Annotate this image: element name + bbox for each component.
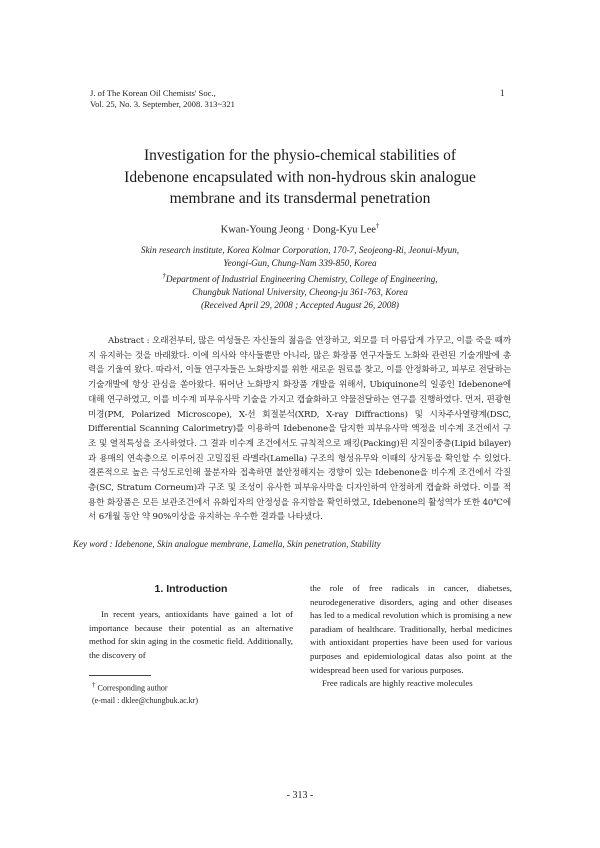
abstract <box>88 334 511 525</box>
received-dates: (Received April 29, 2008 ; Accepted August 26, 2008) <box>201 300 399 311</box>
affiliations <box>80 244 520 312</box>
intro-paragraph-2: the role of free radicals in cancer, diabetses, neurodegenerative disorders, aging and other diseases has led to a medical revolution which is promising a new paradiam of healthcare. Traditionally, herbal medicines with antioxidant properties have been used for various purposes and epidemiological datas also point at the widespread been used for various purposes. <box>310 583 512 675</box>
affiliation-line-1: Skin research institute, Korea Kolmar Corporation, 170-7, Seojeong-Ri, Jeonui-Myun, <box>140 245 460 255</box>
abstract-label: Abstract <box>108 336 144 346</box>
paper-title <box>80 145 520 210</box>
footnote-corresponding: † Corresponding author <box>92 681 168 693</box>
title-line-3: membrane and its transdermal penetration <box>169 190 431 207</box>
title-line-1: Investigation for the physio-chemical stabilities of <box>143 147 457 164</box>
author-list <box>80 222 520 236</box>
affiliation-dagger: † <box>162 272 166 280</box>
page-number-bottom: - 313 - <box>286 790 314 801</box>
journal-volume: Vol. 25, No. 3. September, 2008. 313~321 <box>90 99 235 109</box>
journal-citation <box>90 88 235 110</box>
affiliation-line-4: Chungbuk National University, Cheong-ju 361-763, Korea <box>192 287 408 298</box>
footnote <box>92 679 198 707</box>
footnote-email: (e-mail : dklee@chungbuk.ac.kr) <box>92 695 198 705</box>
keywords: Key word : Idebenone, Skin analogue membrane, Lamella, Skin penetration, Stability <box>73 539 381 549</box>
section-heading-introduction: 1. Introduction <box>154 583 228 595</box>
affiliation-line-3: †Department of Industrial Engineering Chemistry, College of Engineering, <box>162 272 438 285</box>
title-line-2: Idebenone encapsulated with non-hydrous skin analogue <box>124 168 476 186</box>
footnote-divider <box>89 675 151 676</box>
footnote-dagger: † <box>92 681 96 689</box>
corresponding-dagger: † <box>375 222 380 230</box>
right-column <box>310 582 512 691</box>
author-names: Kwan-Young Jeong · Dong-Kyu Lee <box>220 224 376 236</box>
affiliation-line-2: Yeongi-Gun, Chung-Nam 339-850, Korea <box>223 258 377 268</box>
left-column <box>89 583 293 662</box>
journal-name: J. of The Korean Oil Chemists' Soc., <box>90 88 216 98</box>
abstract-text: : 오래전부터, 많은 여성들은 자신들의 젊음을 연장하고, 외모를 더 아름답게 가꾸고, 이를 죽을 때까지 유지하는 것을 바래왔다. 이에 의사와 약사들뿐만 아니라, 많은 화장품 연구자들도 노화와 관련된 기술개발에 총력을 기울여 왔다. 따라서, 이들 연구자들은 노화방지를 위한 새로운 원료를 찾고, 이를 안정화하고, 피부로 전달하는 기술개발에 항상 관심을 쏟아왔다. 뛰어난 노화방지 화장품 개발을 위해서, Ubiquinone의 일종인 Idebenone에 대해 연구하였고, 이를 비수계 피부유사막 기술을 가지고 캡슐화하고 약물전달하는 연구를 진행하였다. 먼저, 편광현미경(PM, Polarized Microscope), X-선 회절분석(XRD, X-ray Diffractions) 및 시차주사열량계(DSC, Differential Scanning Calorimetry)를 이용하여 Idebenone을 담지한 피부유사막 액정을 비수계 조건에서 구조 및 열적특성을 조사하였다. 그 결과 비수계 조건에서도 규칙적으로 패킹(Packing)된 지질이중층(Lipid bilayer)과 용매의 연속층으로 이루어진 고밀집된 라멜라(Lamella) 구조의 형성유무와 이때의 상거동을 확인할 수 있었다. 결론적으로 높은 극성도로인해 물분자와 접촉하면 불안정해지는 경향이 있는 Idebenone을 비수계 조건에서 각질층(SC, Stratum Corneum)과 구조 및 조성이 유사한 피부유사막을 디자인하여 안정하게 캡슐화 하였다. 이를 적용한 화장품은 모든 보관조건에서 유화입자의 안정성을 유지함을 확인하였고, Idebenone의 활성역가 또한 40℃에서 6개월 동안 약 90%이상을 유지하는 우수한 결과를 나타냈다. <box>88 336 511 523</box>
intro-paragraph-3: Free radicals are highly reactive molecules <box>322 678 473 689</box>
intro-paragraph-1: In recent years, antioxidants have gained a lot of importance because their potential as an alternative method for skin aging in the cosmetic field. Additionally, the discovery of <box>89 609 293 660</box>
page-number-top: 1 <box>500 88 505 98</box>
